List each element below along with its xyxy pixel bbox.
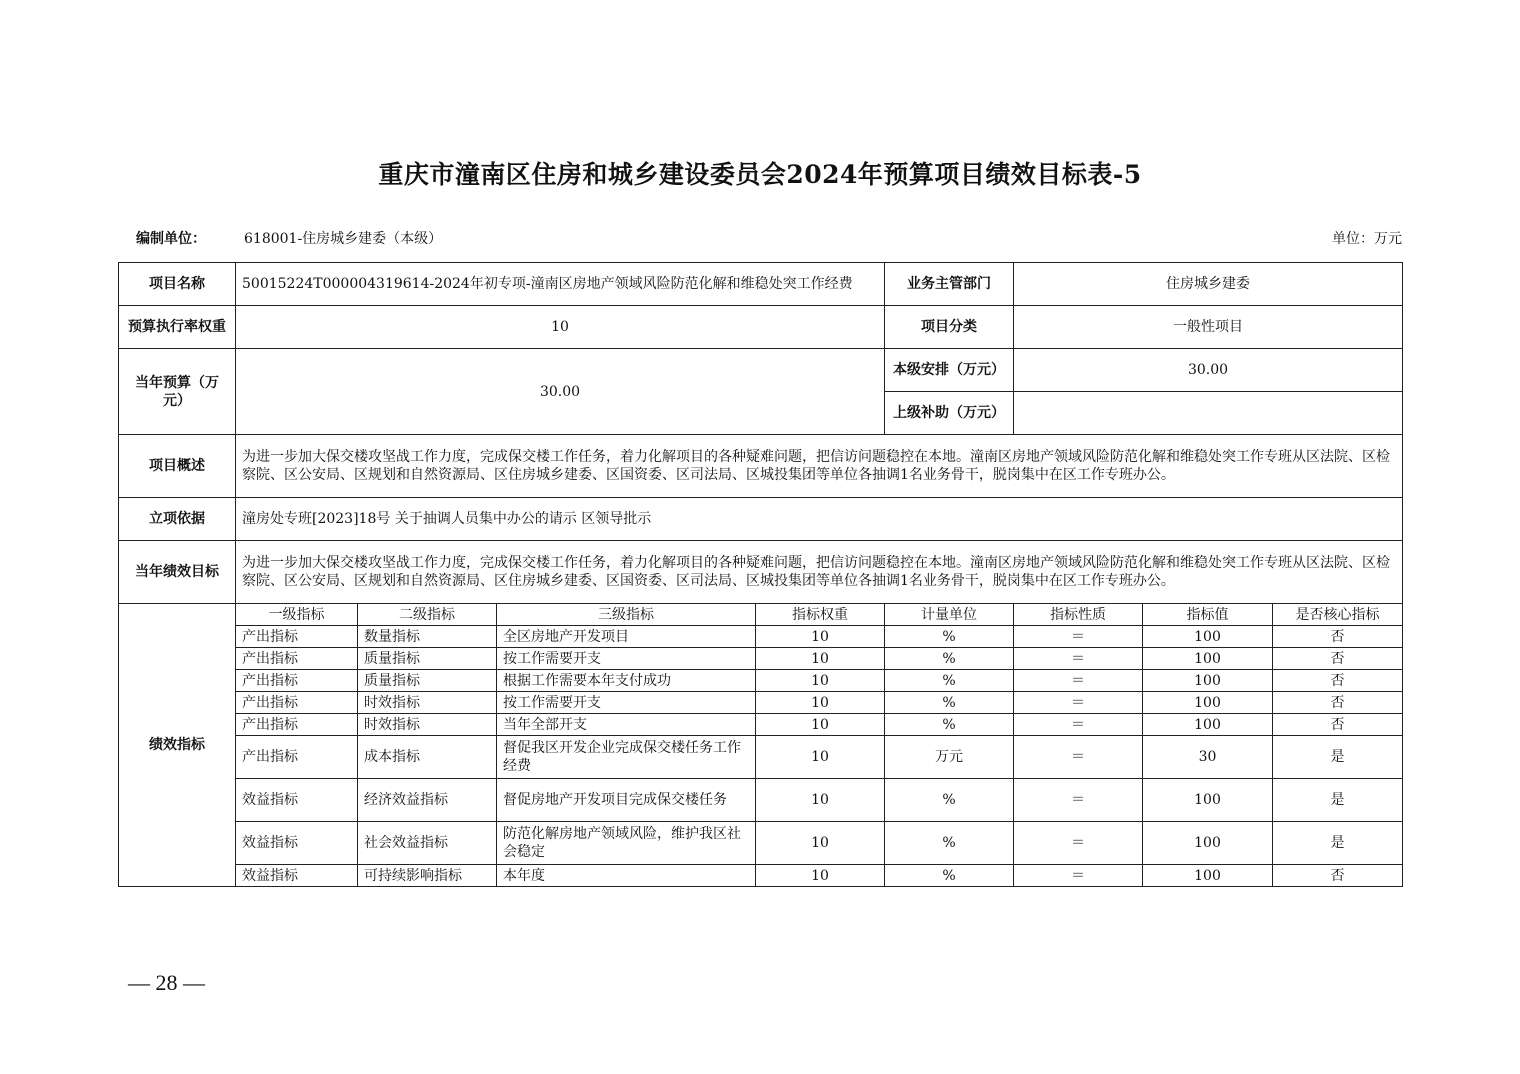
table-row (119, 714, 1403, 736)
level2-cell: 时效指标 (358, 714, 497, 736)
core-cell: 否 (1273, 670, 1403, 692)
level1-cell: 效益指标 (236, 779, 358, 822)
budget-label: 当年预算（万元） (119, 349, 236, 435)
unit-cell: % (885, 692, 1014, 714)
category-value: 一般性项目 (1014, 306, 1403, 349)
unit-cell: 万元 (885, 736, 1014, 779)
page-title: 重庆市潼南区住房和城乡建设委员会2024年预算项目绩效目标表-5 (378, 160, 1142, 189)
value-cell: 30 (1143, 736, 1273, 779)
weight-cell: 10 (756, 714, 885, 736)
basis-label: 立项依据 (119, 498, 236, 541)
table-row (119, 670, 1403, 692)
value-cell: 100 (1143, 670, 1273, 692)
level1-cell: 产出指标 (236, 626, 358, 648)
unit-cell: % (885, 670, 1014, 692)
level1-cell: 产出指标 (236, 736, 358, 779)
core-cell: 是 (1273, 779, 1403, 822)
level3-cell: 根据工作需要本年支付成功 (497, 670, 756, 692)
col-header: 二级指标 (358, 604, 497, 626)
unit-cell: % (885, 779, 1014, 822)
unit-cell: % (885, 865, 1014, 887)
weight-cell: 10 (756, 822, 885, 865)
core-cell: 否 (1273, 648, 1403, 670)
core-cell: 否 (1273, 714, 1403, 736)
dept-label: 业务主管部门 (885, 263, 1014, 306)
col-header: 是否核心指标 (1273, 604, 1403, 626)
nature-cell: ＝ (1014, 736, 1143, 779)
dept-value: 住房城乡建委 (1014, 263, 1403, 306)
col-header: 计量单位 (885, 604, 1014, 626)
category-label: 项目分类 (885, 306, 1014, 349)
goal-label: 当年绩效目标 (119, 541, 236, 604)
budget-value: 30.00 (236, 349, 885, 435)
weight-cell: 10 (756, 779, 885, 822)
table-row (119, 692, 1403, 714)
org-value: 618001-住房城乡建委（本级） (244, 231, 443, 247)
nature-cell: ＝ (1014, 692, 1143, 714)
unit-label: 单位：万元 (1332, 231, 1402, 247)
col-header: 指标性质 (1014, 604, 1143, 626)
table-row (119, 865, 1403, 887)
core-cell: 是 (1273, 736, 1403, 779)
level2-cell: 数量指标 (358, 626, 497, 648)
basis-value: 潼房处专班[2023]18号 关于抽调人员集中办公的请示 区领导批示 (236, 498, 1403, 541)
performance-table (118, 262, 1403, 887)
unit-cell: % (885, 714, 1014, 736)
nature-cell: ＝ (1014, 779, 1143, 822)
level2-cell: 成本指标 (358, 736, 497, 779)
weight-cell: 10 (756, 865, 885, 887)
core-cell: 是 (1273, 822, 1403, 865)
value-cell: 100 (1143, 865, 1273, 887)
level3-cell: 按工作需要开支 (497, 648, 756, 670)
col-header: 一级指标 (236, 604, 358, 626)
core-cell: 否 (1273, 692, 1403, 714)
level3-cell: 本年度 (497, 865, 756, 887)
rate-value: 10 (236, 306, 885, 349)
level1-cell: 产出指标 (236, 648, 358, 670)
page-number: — 28 — (128, 970, 205, 995)
level3-cell: 全区房地产开发项目 (497, 626, 756, 648)
local-label: 本级安排（万元） (885, 349, 1014, 392)
upper-label: 上级补助（万元） (885, 392, 1014, 435)
value-cell: 100 (1143, 779, 1273, 822)
level3-cell: 按工作需要开支 (497, 692, 756, 714)
nature-cell: ＝ (1014, 822, 1143, 865)
project-name-value: 50015224T000004319614-2024年初专项-潼南区房地产领域风险防范化解和维稳处突工作经费 (236, 263, 885, 306)
upper-value (1014, 392, 1403, 435)
table-row (119, 648, 1403, 670)
level3-cell: 督促我区开发企业完成保交楼任务工作经费 (497, 736, 756, 779)
value-cell: 100 (1143, 626, 1273, 648)
level2-cell: 经济效益指标 (358, 779, 497, 822)
table-row (119, 736, 1403, 779)
level2-cell: 质量指标 (358, 648, 497, 670)
nature-cell: ＝ (1014, 714, 1143, 736)
header-row (118, 228, 1402, 250)
level1-cell: 产出指标 (236, 714, 358, 736)
level1-cell: 效益指标 (236, 865, 358, 887)
weight-cell: 10 (756, 736, 885, 779)
value-cell: 100 (1143, 648, 1273, 670)
level2-cell: 时效指标 (358, 692, 497, 714)
level1-cell: 效益指标 (236, 822, 358, 865)
rate-label: 预算执行率权重 (119, 306, 236, 349)
value-cell: 100 (1143, 822, 1273, 865)
table-row (119, 822, 1403, 865)
unit-cell: % (885, 822, 1014, 865)
goal-value: 为进一步加大保交楼攻坚战工作力度，完成保交楼工作任务，着力化解项目的各种疑难问题，把信访问题稳控在本地。潼南区房地产领域风险防范化解和维稳处突工作专班从区法院、区检察院、区公安局、区规划和自然资源局、区住房城乡建委、区国资委、区司法局、区城投集团等单位各抽调1名业务骨干，脱岗集中在区工作专班办公。 (236, 541, 1403, 604)
level3-cell: 督促房地产开发项目完成保交楼任务 (497, 779, 756, 822)
level3-cell: 当年全部开支 (497, 714, 756, 736)
col-header: 指标权重 (756, 604, 885, 626)
col-header: 三级指标 (497, 604, 756, 626)
nature-cell: ＝ (1014, 670, 1143, 692)
weight-cell: 10 (756, 626, 885, 648)
level2-cell: 可持续影响指标 (358, 865, 497, 887)
unit-cell: % (885, 626, 1014, 648)
project-name-label: 项目名称 (119, 263, 236, 306)
unit-cell: % (885, 648, 1014, 670)
level2-cell: 社会效益指标 (358, 822, 497, 865)
weight-cell: 10 (756, 648, 885, 670)
table-row (119, 779, 1403, 822)
local-value: 30.00 (1014, 349, 1403, 392)
core-cell: 否 (1273, 626, 1403, 648)
overview-value: 为进一步加大保交楼攻坚战工作力度，完成保交楼工作任务，着力化解项目的各种疑难问题，把信访问题稳控在本地。潼南区房地产领域风险防范化解和维稳处突工作专班从区法院、区检察院、区公安局、区规划和自然资源局、区住房城乡建委、区国资委、区司法局、区城投集团等单位各抽调1名业务骨干，脱岗集中在区工作专班办公。 (236, 435, 1403, 498)
core-cell: 否 (1273, 865, 1403, 887)
nature-cell: ＝ (1014, 865, 1143, 887)
level1-cell: 产出指标 (236, 670, 358, 692)
overview-label: 项目概述 (119, 435, 236, 498)
value-cell: 100 (1143, 692, 1273, 714)
indicators-label: 绩效指标 (119, 604, 236, 887)
col-header: 指标值 (1143, 604, 1273, 626)
nature-cell: ＝ (1014, 648, 1143, 670)
weight-cell: 10 (756, 670, 885, 692)
value-cell: 100 (1143, 714, 1273, 736)
nature-cell: ＝ (1014, 626, 1143, 648)
org-label: 编制单位： (136, 231, 206, 247)
level3-cell: 防范化解房地产领域风险，维护我区社会稳定 (497, 822, 756, 865)
level2-cell: 质量指标 (358, 670, 497, 692)
table-row (119, 626, 1403, 648)
weight-cell: 10 (756, 692, 885, 714)
level1-cell: 产出指标 (236, 692, 358, 714)
